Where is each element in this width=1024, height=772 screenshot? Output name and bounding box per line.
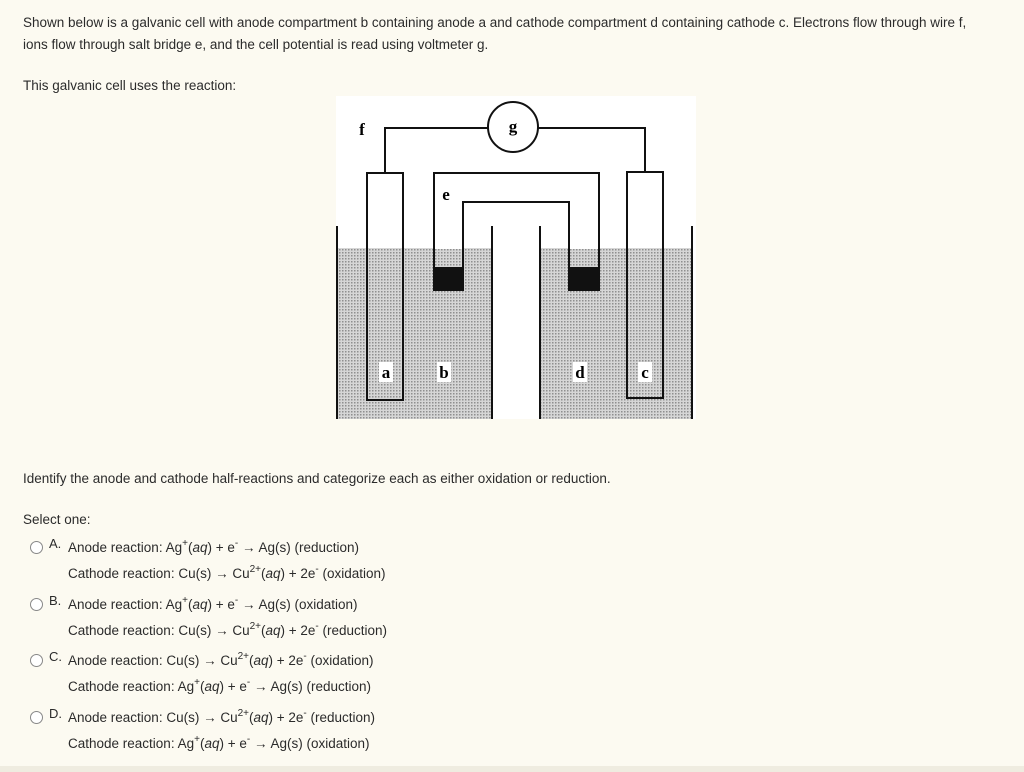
cathode-reaction bbox=[68, 679, 371, 694]
reaction-text: (oxidation) bbox=[306, 653, 374, 668]
option-letter: A. bbox=[49, 536, 62, 551]
bottom-bar bbox=[0, 766, 1024, 772]
select-one-label: Select one: bbox=[23, 512, 91, 527]
cathode-reaction bbox=[68, 620, 388, 638]
reaction-text: (reduction) bbox=[318, 622, 388, 638]
reaction-text: Cathode reaction: Ag bbox=[68, 735, 195, 751]
cathode-reaction bbox=[68, 733, 370, 751]
reaction-text: Anode reaction: Ag bbox=[68, 596, 183, 612]
reaction-text: (reduction) bbox=[306, 709, 376, 725]
reaction-text: - bbox=[315, 620, 319, 632]
reaction-text: aq bbox=[253, 653, 269, 668]
reaction-text: - bbox=[303, 707, 307, 719]
reaction-text: ) + e bbox=[207, 540, 235, 555]
reaction-text: 2+ bbox=[249, 620, 261, 632]
reaction-text: + bbox=[194, 677, 200, 688]
reaction-text: ( bbox=[187, 540, 193, 555]
radio-button[interactable] bbox=[30, 654, 43, 667]
anode-reaction bbox=[68, 653, 374, 668]
reaction-text: aq bbox=[204, 679, 220, 694]
label-e: e bbox=[442, 185, 450, 204]
question-intro: Shown below is a galvanic cell with anode compartment b containing anode a and cathode compartment d containing cathode c. Electrons flow through wire f, ions flow through salt bridge e, and the cell potential is read using voltmeter g. bbox=[23, 15, 967, 52]
reaction-text: ) + e bbox=[207, 596, 235, 612]
option-letter: D. bbox=[49, 705, 62, 721]
reaction-text: Anode reaction: Ag bbox=[68, 540, 183, 555]
reaction-text: aq bbox=[204, 735, 220, 751]
reaction-text: ( bbox=[260, 566, 266, 581]
reaction-text: Cathode reaction: Cu(s) → Cu bbox=[68, 566, 250, 581]
reaction-text: ( bbox=[260, 622, 266, 638]
label-f: f bbox=[359, 120, 365, 139]
reaction-text: ) + 2e bbox=[268, 709, 304, 725]
label-b: b bbox=[439, 363, 449, 382]
reaction-text: - bbox=[234, 594, 239, 606]
reaction-text: Cathode reaction: Ag bbox=[68, 679, 195, 694]
reaction-text: ( bbox=[187, 596, 193, 612]
label-g: g bbox=[508, 117, 518, 136]
radio-button[interactable] bbox=[30, 598, 43, 611]
reaction-text: Anode reaction: Cu(s) → Cu bbox=[68, 709, 238, 725]
reaction-text: → Ag(s) (oxidation) bbox=[238, 596, 358, 612]
anode-reaction bbox=[68, 540, 359, 555]
reaction-text: ( bbox=[248, 653, 254, 668]
reaction-text: ( bbox=[199, 735, 205, 751]
salt-bridge-e bbox=[434, 173, 599, 290]
reaction-text: aq bbox=[265, 566, 281, 581]
reaction-text: - bbox=[246, 677, 251, 688]
reaction-text: - bbox=[303, 651, 307, 662]
reaction-text: + bbox=[182, 594, 188, 606]
reaction-text: ) + e bbox=[219, 735, 247, 751]
reaction-text: → Ag(s) (oxidation) bbox=[250, 735, 370, 751]
question-prompt: Identify the anode and cathode half-reactions and categorize each as either oxidation or reduction. bbox=[23, 471, 611, 486]
reaction-text: → Ag(s) (reduction) bbox=[238, 540, 359, 555]
option-letter: C. bbox=[49, 649, 62, 664]
anode-reaction bbox=[68, 707, 376, 725]
label-d: d bbox=[575, 363, 585, 382]
reaction-text: Cathode reaction: Cu(s) → Cu bbox=[68, 622, 250, 638]
reaction-text: 2+ bbox=[237, 651, 249, 662]
cathode-reaction bbox=[68, 566, 386, 581]
reaction-text: ( bbox=[199, 679, 205, 694]
reaction-text: → Ag(s) (reduction) bbox=[250, 679, 371, 694]
reaction-text: 2+ bbox=[237, 707, 249, 719]
reaction-text: aq bbox=[192, 596, 208, 612]
reaction-text: (oxidation) bbox=[318, 566, 386, 581]
label-a: a bbox=[381, 363, 391, 382]
reaction-text: ) + e bbox=[219, 679, 247, 694]
reaction-text: + bbox=[194, 733, 200, 745]
reaction-text: - bbox=[234, 538, 239, 549]
galvanic-cell-diagram bbox=[336, 96, 696, 419]
reaction-text: aq bbox=[192, 540, 208, 555]
radio-button[interactable] bbox=[30, 711, 43, 724]
option-letter: B. bbox=[49, 592, 62, 608]
reaction-heading: This galvanic cell uses the reaction: bbox=[23, 78, 237, 93]
radio-button[interactable] bbox=[30, 541, 43, 554]
reaction-text: aq bbox=[265, 622, 281, 638]
reaction-text: ) + 2e bbox=[280, 622, 316, 638]
reaction-text: 2+ bbox=[249, 564, 261, 575]
reaction-text: ) + 2e bbox=[280, 566, 316, 581]
reaction-text: ( bbox=[248, 709, 254, 725]
label-c: c bbox=[641, 363, 649, 382]
reaction-text: Anode reaction: Cu(s) → Cu bbox=[68, 653, 238, 668]
reaction-text: - bbox=[315, 564, 319, 575]
anode-reaction bbox=[68, 594, 358, 612]
reaction-text: - bbox=[246, 733, 251, 745]
reaction-text: aq bbox=[253, 709, 269, 725]
reaction-text: + bbox=[182, 538, 188, 549]
reaction-text: ) + 2e bbox=[268, 653, 304, 668]
